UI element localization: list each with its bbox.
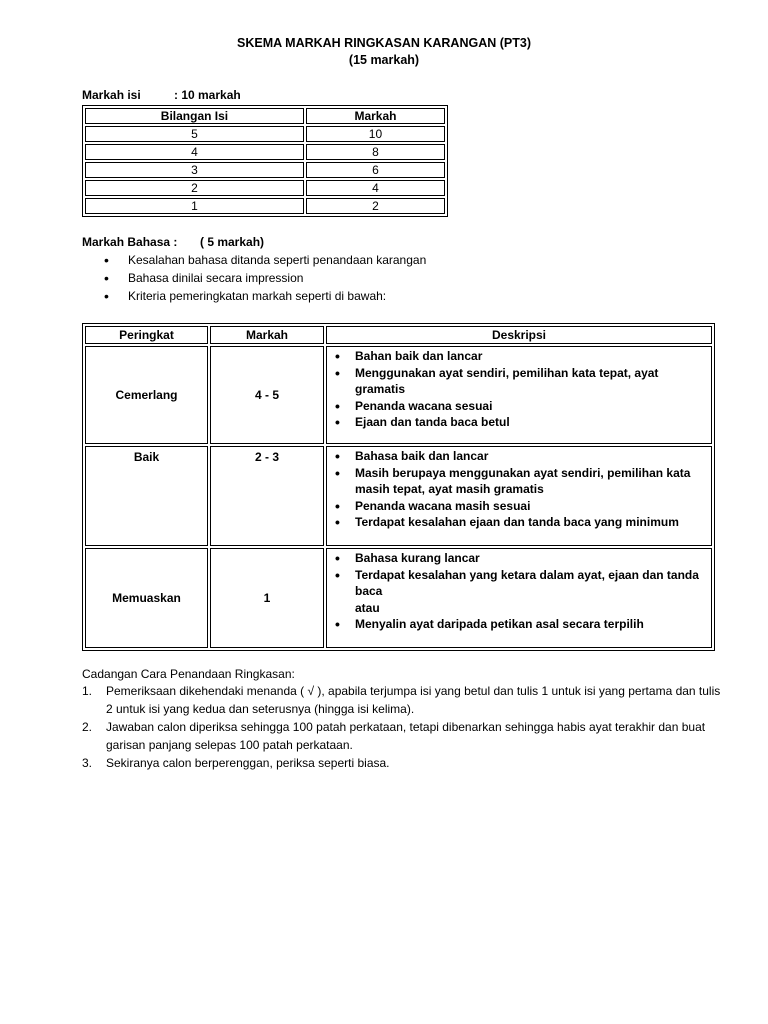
notes-heading: Cadangan Cara Penandaan Ringkasan: <box>82 667 295 681</box>
isi-cell-bilangan: 3 <box>85 162 304 178</box>
isi-cell-markah: 2 <box>306 198 445 214</box>
list-item: • Penanda wacana masih sesuai <box>331 498 707 515</box>
markah-bahasa-label: Markah Bahasa : <box>82 235 178 249</box>
table-row <box>85 180 445 196</box>
list-text: Jawaban calon diperiksa sehingga 100 patah perkataan, tetapi dibenarkan sehingga habis ayat terakhir dan buat garisan panjang selepas 100 patah perkataan. <box>106 720 706 752</box>
criteria-col-deskripsi: Deskripsi <box>326 326 712 344</box>
list-item: atau <box>355 600 380 615</box>
table-row <box>85 162 445 178</box>
criteria-description <box>326 548 712 648</box>
criteria-mark: 4 - 5 <box>210 346 324 444</box>
isi-cell-markah: 10 <box>306 126 445 142</box>
markah-bahasa-value: ( 5 markah) <box>200 235 265 249</box>
table-row <box>85 346 712 444</box>
criteria-level: Memuaskan <box>85 548 208 648</box>
list-item: • Bahasa baik dan lancar <box>331 448 707 465</box>
isi-col-bilangan: Bilangan Isi <box>85 108 304 124</box>
criteria-col-peringkat: Peringkat <box>85 326 208 344</box>
table-row <box>85 126 445 142</box>
markah-isi-label: Markah isi <box>82 88 141 102</box>
isi-col-markah: Markah <box>306 108 445 124</box>
table-row <box>85 144 445 160</box>
list-text: Pemeriksaan dikehendaki menanda ( √ ), apabila terjumpa isi yang betul dan tulis 1 untuk isi yang pertama dan tulis 2 untuk isi yang kedua dan seterusnya (hingga isi kelima). <box>106 684 721 716</box>
criteria-level: Baik <box>85 446 208 546</box>
list-item: • Bahasa dinilai secara impression <box>104 269 426 287</box>
criteria-mark: 1 <box>210 548 324 648</box>
criteria-table <box>82 323 715 651</box>
list-item: • Penanda wacana sesuai <box>331 398 707 415</box>
isi-cell-bilangan: 5 <box>85 126 304 142</box>
list-item: • Terdapat kesalahan ejaan dan tanda baca yang minimum <box>331 514 707 531</box>
list-item: • Menggunakan ayat sendiri, pemilihan kata tepat, ayat gramatis <box>331 365 707 398</box>
list-number: 1. <box>82 684 93 698</box>
list-item: • Menyalin ayat daripada petikan asal secara terpilih <box>331 616 707 633</box>
criteria-table-header <box>85 326 712 344</box>
criteria-level: Cemerlang <box>85 346 208 444</box>
isi-cell-bilangan: 1 <box>85 198 304 214</box>
list-item: • Terdapat kesalahan yang ketara dalam ayat, ejaan dan tanda baca <box>331 567 707 600</box>
criteria-description <box>326 346 712 444</box>
bahasa-bullet-list <box>104 251 426 305</box>
isi-cell-markah: 6 <box>306 162 445 178</box>
criteria-col-markah: Markah <box>210 326 324 344</box>
isi-cell-bilangan: 2 <box>85 180 304 196</box>
isi-cell-markah: 8 <box>306 144 445 160</box>
notes-list <box>82 683 722 774</box>
markah-isi-value: : 10 markah <box>174 88 241 102</box>
page-subtitle: (15 markah) <box>348 53 420 67</box>
table-row <box>85 446 712 546</box>
isi-cell-bilangan: 4 <box>85 144 304 160</box>
isi-cell-markah: 4 <box>306 180 445 196</box>
list-item: • Ejaan dan tanda baca betul <box>331 414 707 431</box>
list-number: 3. <box>82 756 93 770</box>
list-item: • Masih berupaya menggunakan ayat sendiri, pemilihan kata masih tepat, ayat masih gramatis <box>331 465 707 498</box>
page-title: SKEMA MARKAH RINGKASAN KARANGAN (PT3) <box>237 36 531 50</box>
isi-table <box>82 105 448 217</box>
list-item: • Kesalahan bahasa ditanda seperti penandaan karangan <box>104 251 426 269</box>
list-item: • Bahan baik dan lancar <box>331 348 707 365</box>
list-number: 2. <box>82 720 93 734</box>
list-item <box>82 755 722 773</box>
criteria-description <box>326 446 712 546</box>
table-row <box>85 198 445 214</box>
list-item: • Kriteria pemeringkatan markah seperti di bawah: <box>104 287 426 305</box>
list-text: Sekiranya calon berperenggan, periksa seperti biasa. <box>106 756 390 770</box>
list-item <box>82 719 722 754</box>
criteria-mark: 2 - 3 <box>210 446 324 546</box>
table-row <box>85 548 712 648</box>
list-item: • Bahasa kurang lancar <box>331 550 707 567</box>
isi-table-header <box>85 108 445 124</box>
list-item <box>82 683 722 718</box>
